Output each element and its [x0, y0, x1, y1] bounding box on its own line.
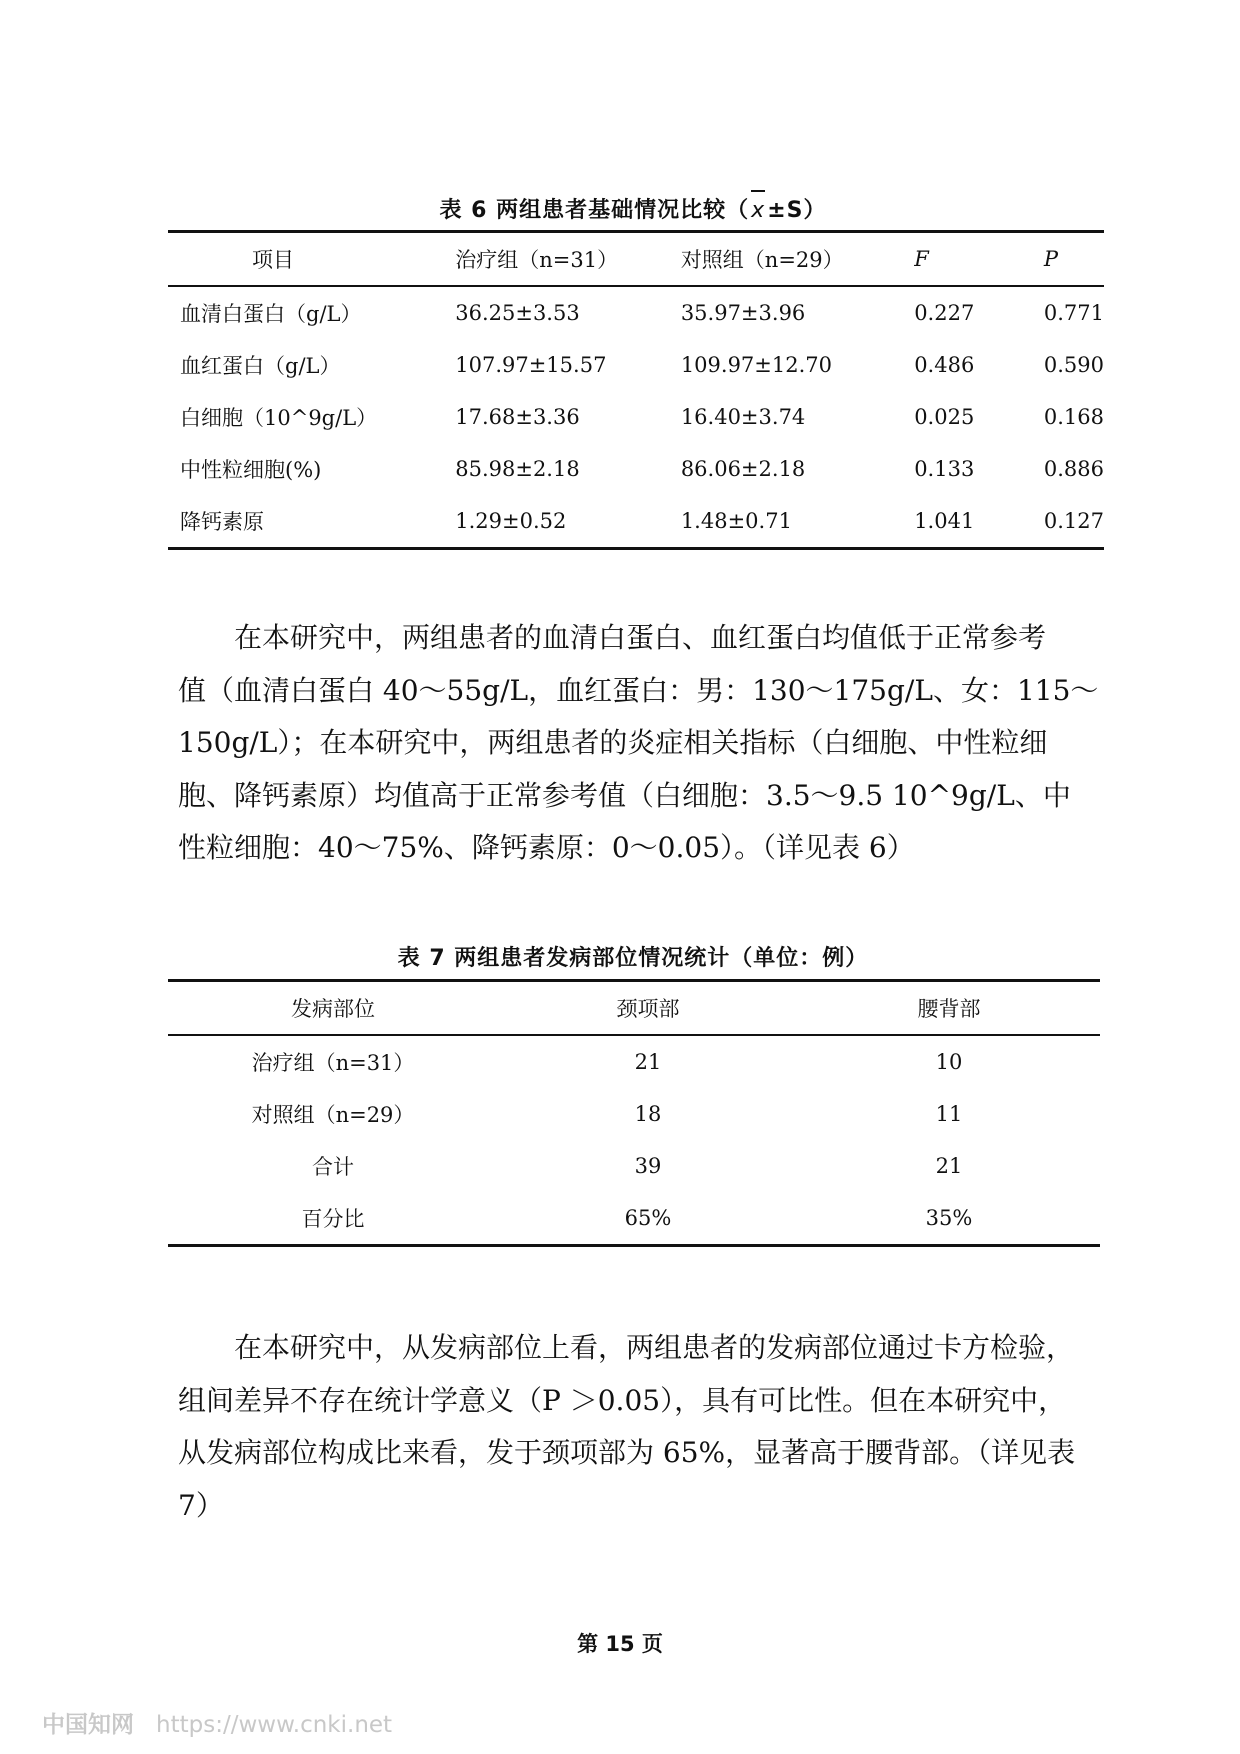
- paragraph-table6-discussion: [178, 612, 1100, 875]
- table6-cell: 36.25±3.53: [455, 301, 580, 325]
- table6-header-p: P: [1032, 232, 1104, 287]
- table-row: [168, 1140, 1100, 1192]
- paragraph-line: 组间差异不存在统计学意义（P ＞0.05），具有可比性。但在本研究中，: [178, 1383, 1067, 1417]
- table6-cell: 1.48±0.71: [680, 509, 792, 533]
- watermark-url: https://www.cnki.net: [156, 1712, 393, 1738]
- table6-cell: 0.486: [914, 353, 975, 377]
- paragraph-table7-discussion: [178, 1322, 1100, 1532]
- paragraph-line: 值（血清白蛋白 40～55g/L，血红蛋白：男：130～175g/L、女：115～: [178, 673, 1099, 707]
- table7-cell: 21: [634, 1050, 662, 1074]
- table6-caption-suffix: ±S）: [767, 198, 827, 223]
- table6-cell: 1.29±0.52: [455, 509, 567, 533]
- table6-cell: 0.590: [1043, 353, 1104, 377]
- table6-cell: 109.97±12.70: [680, 353, 833, 377]
- table7-cell: 21: [935, 1154, 963, 1178]
- table-row: [168, 391, 1104, 443]
- cnki-watermark: [42, 1706, 392, 1739]
- table7-cell: 合计: [312, 1155, 354, 1179]
- table7-caption: 表 7 两组患者发病部位情况统计（单位：例）: [397, 946, 869, 971]
- table6-caption: [168, 193, 1098, 224]
- table7-cell: 对照组（n=29）: [251, 1103, 415, 1127]
- table7-header-row: [168, 981, 1100, 1036]
- paragraph-line: 胞、降钙素原）均值高于正常参考值（白细胞：3.5～9.5 10^9g/L、中: [178, 778, 1071, 812]
- paragraph-line: 7）: [178, 1488, 224, 1522]
- table6-cell: 降钙素原: [180, 510, 264, 534]
- table6-header-item: 项目: [168, 232, 443, 287]
- table6-cell: 16.40±3.74: [680, 405, 806, 429]
- table6-cell: 86.06±2.18: [680, 457, 806, 481]
- table6-cell: 107.97±15.57: [455, 353, 607, 377]
- table7-header-back: 腰背部: [798, 981, 1100, 1036]
- table-row: [168, 1035, 1100, 1088]
- table6-cell: 0.227: [914, 301, 975, 325]
- table6-cell: 35.97±3.96: [680, 301, 806, 325]
- table7-cell: 治疗组（n=31）: [251, 1051, 415, 1075]
- paragraph-line: 性粒细胞：40～75%、降钙素原：0～0.05）。（详见表 6）: [178, 831, 915, 864]
- table-row: [168, 495, 1104, 549]
- table-row: [168, 1088, 1100, 1140]
- table6-cell: 0.886: [1043, 457, 1104, 481]
- table6-header-control: 对照组（n=29）: [669, 232, 902, 287]
- table-row: [168, 443, 1104, 495]
- table6-caption-mean-symbol: x: [751, 198, 766, 223]
- table7-cell: 百分比: [301, 1207, 365, 1231]
- table7-header-site: 发病部位: [168, 981, 498, 1036]
- paragraph-line: 在本研究中，两组患者的血清白蛋白、血红蛋白均值低于正常参考: [178, 621, 1047, 654]
- table7: [168, 979, 1100, 1247]
- table-row: [168, 286, 1104, 339]
- table7-header-neck: 颈项部: [498, 981, 798, 1036]
- table7-cell: 18: [634, 1102, 662, 1126]
- paragraph-line: 在本研究中，从发病部位上看，两组患者的发病部位通过卡方检验，: [178, 1331, 1075, 1364]
- paragraph-line: 从发病部位构成比来看，发于颈项部为 65%，显著高于腰背部。（详见表: [178, 1436, 1076, 1469]
- table6-cell: 0.025: [914, 405, 975, 429]
- page-number: 第 15 页: [577, 1632, 663, 1656]
- table-row: [168, 1192, 1100, 1246]
- table7-cell: 10: [935, 1050, 963, 1074]
- table6: [168, 230, 1104, 550]
- watermark-brand: 中国知网: [42, 1712, 134, 1738]
- paragraph-line: 150g/L）；在本研究中，两组患者的炎症相关指标（白细胞、中性粒细: [178, 726, 1048, 759]
- table6-header-f: F: [902, 232, 1032, 287]
- table-row: [168, 339, 1104, 391]
- table6-cell: 0.127: [1043, 509, 1104, 533]
- table6-cell: 17.68±3.36: [455, 405, 580, 429]
- table7-cell: 11: [935, 1102, 963, 1126]
- table6-cell: 中性粒细胞(%): [180, 458, 322, 482]
- table6-caption-prefix: 表 6 两组患者基础情况比较（: [439, 198, 750, 223]
- table7-cell: 39: [634, 1154, 662, 1178]
- table6-header-treatment: 治疗组（n=31）: [443, 232, 669, 287]
- table6-cell: 白细胞（10^9g/L）: [180, 406, 378, 430]
- table6-cell: 0.168: [1043, 405, 1104, 429]
- table6-cell: 1.041: [914, 509, 975, 533]
- table6-cell: 血清白蛋白（g/L）: [180, 302, 362, 326]
- table7-cell: 65%: [624, 1206, 672, 1230]
- table6-header-row: [168, 232, 1104, 287]
- table7-cell: 35%: [925, 1206, 973, 1230]
- table6-cell: 血红蛋白（g/L）: [180, 354, 341, 378]
- table6-cell: 0.771: [1043, 301, 1104, 325]
- table6-cell: 0.133: [914, 457, 975, 481]
- table6-cell: 85.98±2.18: [455, 457, 580, 481]
